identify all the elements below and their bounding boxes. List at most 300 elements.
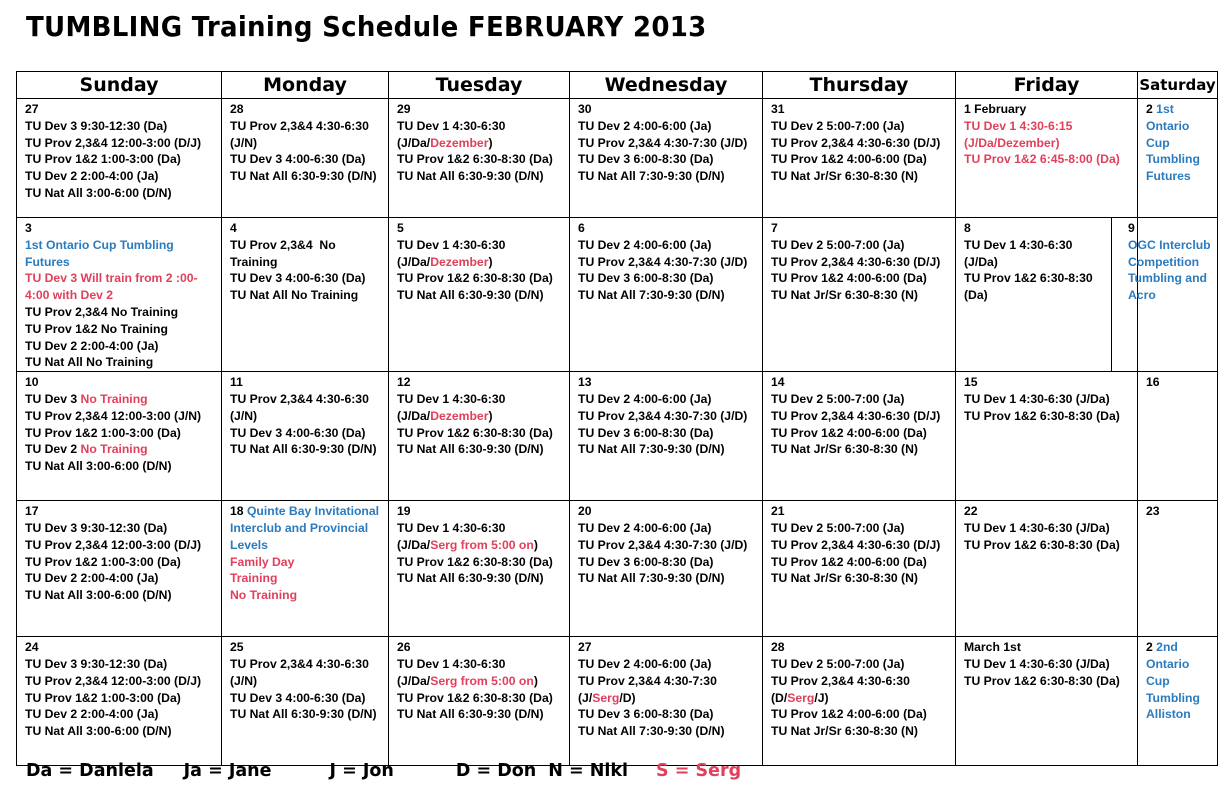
schedule-entry (25, 673, 221, 690)
day-content (570, 99, 762, 185)
entry-text: TU Nat All 6:30-9:30 (D/N) (397, 707, 544, 722)
entry-text: TU Dev 3 4:00-6:30 (Da) (230, 690, 366, 705)
entry-text: ) (488, 135, 493, 150)
day-number (1146, 639, 1217, 656)
entry-text: 13 (578, 375, 592, 390)
schedule-entry (25, 723, 221, 740)
schedule-entry (771, 168, 955, 185)
entry-text: 1 February (964, 102, 1027, 116)
entry-text: TU Prov 1&2 6:30-8:30 (Da) (397, 271, 553, 286)
week-row (17, 637, 1218, 766)
week-row (17, 372, 1218, 501)
schedule-entry (230, 656, 388, 673)
schedule-entry (25, 570, 221, 587)
entry-text: (J/Da/ (397, 673, 431, 688)
entry-text: Tumbling (1146, 152, 1200, 167)
entry-text: TU Dev 3 4:00-6:30 (Da) (230, 425, 366, 440)
schedule-entry (578, 254, 762, 271)
entry-text: Quinte Bay Invitational (246, 504, 380, 519)
day-content (222, 218, 388, 304)
schedule-entry (25, 408, 221, 425)
entry-text: TU Nat All 3:00-6:00 (D/N) (25, 588, 172, 603)
schedule-entry (230, 408, 388, 425)
day-cell-wednesday (570, 501, 763, 637)
entry-text: (J/N) (230, 408, 258, 423)
entry-text: TU Nat Jr/Sr 6:30-8:30 (N) (771, 442, 918, 457)
legend-item: J = Jon (329, 761, 394, 781)
entry-text: OGC Interclub (1128, 237, 1211, 252)
entry-text: (Da) (964, 288, 988, 303)
schedule-entry (25, 425, 221, 442)
entry-text: 27 (578, 640, 592, 655)
week-row (17, 218, 1218, 372)
schedule-entry (578, 706, 762, 723)
schedule-entry (230, 587, 388, 604)
header-tuesday: Tuesday (389, 72, 570, 99)
entry-text: TU Dev 3 4:00-6:30 (Da) (230, 152, 366, 167)
schedule-entry (578, 723, 762, 740)
schedule-entry (1146, 656, 1217, 673)
entry-text: 16 (1146, 375, 1160, 390)
day-content (222, 372, 388, 458)
day-number (25, 503, 221, 520)
schedule-entry (397, 237, 569, 254)
schedule-entry (964, 537, 1137, 554)
schedule-entry (230, 287, 388, 304)
day-number (1146, 374, 1217, 391)
schedule-entry (578, 287, 762, 304)
schedule-entry (397, 554, 569, 571)
schedule-entry (230, 151, 388, 168)
day-cell-friday (956, 372, 1138, 501)
schedule-entry (230, 237, 388, 254)
header-sunday: Sunday (17, 72, 222, 99)
schedule-entry (771, 554, 955, 571)
day-cell-monday (222, 501, 389, 637)
day-cell-saturday (1138, 637, 1218, 766)
schedule-entry (230, 118, 388, 135)
entry-text: Ontario (1146, 656, 1190, 671)
schedule-entry (1146, 168, 1217, 185)
entry-text: TU Dev 3 6:00-8:30 (Da) (578, 425, 714, 440)
day-number (1128, 220, 1217, 237)
schedule-entry (230, 537, 388, 554)
day-content (1138, 501, 1217, 520)
schedule-entry (771, 151, 955, 168)
day-content (570, 372, 762, 458)
entry-text: TU Prov 2,3&4 No (230, 237, 336, 252)
schedule-entry (1146, 673, 1217, 690)
day-number (397, 101, 569, 118)
day-cell-sunday (17, 637, 222, 766)
entry-text: TU Prov 2,3&4 12:00-3:00 (D/J) (25, 135, 202, 150)
entry-text: TU Nat All 6:30-9:30 (D/N) (397, 442, 544, 457)
schedule-entry (578, 151, 762, 168)
calendar-body (17, 99, 1218, 766)
schedule-entry (230, 270, 388, 287)
day-content (1120, 218, 1217, 304)
entry-text: TU Nat Jr/Sr 6:30-8:30 (N) (771, 724, 918, 739)
entry-text: TU Nat Jr/Sr 6:30-8:30 (N) (771, 571, 918, 586)
entry-text: 2 (1146, 102, 1157, 116)
entry-text: 19 (397, 504, 411, 519)
entry-text: TU Prov 2,3&4 4:30-6:30 (230, 391, 369, 406)
day-number (25, 101, 221, 118)
entry-text: 1st Ontario Cup Tumbling (25, 237, 174, 252)
schedule-entry (578, 391, 762, 408)
entry-text: (J/Da/Dezember) (964, 135, 1060, 150)
day-cell-tuesday (389, 501, 570, 637)
day-cell-wednesday (570, 99, 763, 218)
entry-text: Serg (787, 690, 815, 705)
schedule-entry (964, 118, 1137, 135)
day-content (389, 372, 569, 458)
day-content (17, 501, 221, 604)
cell-divider (1111, 218, 1112, 371)
schedule-entry (230, 135, 388, 152)
legend-item: N = Niki (548, 761, 629, 781)
schedule-entry (578, 690, 762, 707)
schedule-entry (578, 554, 762, 571)
schedule-entry (25, 185, 221, 202)
schedule-entry (578, 656, 762, 673)
entry-text: Futures (25, 254, 70, 269)
day-number (397, 220, 569, 237)
day-content (1138, 637, 1217, 723)
entry-text: TU Dev 2 5:00-7:00 (Ja) (771, 391, 905, 406)
day-number (578, 639, 762, 656)
day-cell-wednesday (570, 637, 763, 766)
schedule-entry (578, 520, 762, 537)
entry-text: Cup (1146, 673, 1170, 688)
day-content (956, 637, 1137, 689)
day-content (570, 637, 762, 740)
day-content (222, 99, 388, 185)
day-number (771, 374, 955, 391)
schedule-entry (771, 537, 955, 554)
day-content (1138, 99, 1217, 185)
schedule-entry (25, 338, 221, 355)
entry-text: TU Prov 2,3&4 No Training (25, 304, 179, 319)
schedule-entry (25, 391, 221, 408)
schedule-entry (771, 673, 955, 690)
day-number (964, 374, 1137, 391)
day-content (570, 218, 762, 304)
schedule-calendar (16, 71, 1218, 766)
schedule-entry (771, 391, 955, 408)
entry-text: Tumbling (1146, 690, 1200, 705)
entry-text: TU Prov 1&2 6:45-8:00 (Da) (964, 152, 1120, 167)
day-content (222, 501, 388, 604)
schedule-entry (771, 118, 955, 135)
schedule-entry (230, 441, 388, 458)
entry-text: TU Dev 2 4:00-6:00 (Ja) (578, 520, 712, 535)
schedule-entry (25, 690, 221, 707)
schedule-entry (230, 570, 388, 587)
entry-text: TU Dev 2 2:00-4:00 (Ja) (25, 338, 159, 353)
day-number (230, 503, 388, 520)
entry-text: TU Nat All 6:30-9:30 (D/N) (397, 571, 544, 586)
day-cell-tuesday (389, 372, 570, 501)
entry-text: TU Dev 2 4:00-6:00 (Ja) (578, 656, 712, 671)
day-number (578, 374, 762, 391)
entry-text: Dezember (430, 254, 489, 269)
entry-text: 28 (230, 102, 244, 116)
entry-text: TU Prov 1&2 6:30-8:30 (Da) (397, 554, 553, 569)
schedule-entry (25, 656, 221, 673)
day-number (964, 639, 1137, 656)
day-cell-sunday (17, 99, 222, 218)
schedule-entry (578, 673, 762, 690)
entry-text: TU Dev 2 4:00-6:00 (Ja) (578, 237, 712, 252)
entry-text: TU Dev 2 4:00-6:00 (Ja) (578, 118, 712, 133)
entry-text: ) (488, 254, 493, 269)
entry-text: 7 (771, 221, 778, 235)
schedule-entry (1146, 706, 1217, 723)
entry-text: TU Prov 1&2 4:00-6:00 (Da) (771, 152, 927, 167)
schedule-entry (771, 656, 955, 673)
schedule-entry (397, 656, 569, 673)
schedule-entry (771, 425, 955, 442)
day-content (570, 501, 762, 587)
entry-text: TU Nat All 6:30-9:30 (D/N) (230, 169, 377, 184)
schedule-entry (230, 254, 388, 271)
entry-text: Training (230, 571, 278, 586)
entry-text: TU Prov 2,3&4 4:30-6:30 (D/J) (771, 537, 941, 552)
schedule-entry (578, 570, 762, 587)
day-number (1146, 503, 1217, 520)
entry-text: (J/Da) (964, 254, 998, 269)
day-content (956, 501, 1137, 553)
schedule-entry (25, 458, 221, 475)
schedule-entry (771, 135, 955, 152)
schedule-entry (397, 287, 569, 304)
entry-text: TU Prov 1&2 6:30-8:30 (Da) (964, 537, 1120, 552)
day-content (17, 99, 221, 202)
schedule-entry (578, 408, 762, 425)
schedule-entry (230, 706, 388, 723)
entry-text: TU Nat All 7:30-9:30 (D/N) (578, 724, 725, 739)
entry-text: TU Dev 2 5:00-7:00 (Ja) (771, 520, 905, 535)
schedule-entry (771, 254, 955, 271)
entry-text: TU Dev 3 9:30-12:30 (Da) (25, 118, 168, 133)
day-number (25, 639, 221, 656)
entry-text: TU Dev 3 4:00-6:30 (Da) (230, 271, 366, 286)
entry-text: TU Prov 1&2 4:00-6:00 (Da) (771, 554, 927, 569)
day-content (389, 218, 569, 304)
schedule-entry (964, 656, 1137, 673)
entry-text: TU Nat Jr/Sr 6:30-8:30 (N) (771, 169, 918, 184)
day-number (25, 220, 221, 237)
entry-text: TU Dev 2 5:00-7:00 (Ja) (771, 118, 905, 133)
day-content (763, 372, 955, 458)
schedule-entry (397, 168, 569, 185)
schedule-entry (25, 520, 221, 537)
schedule-entry (230, 520, 388, 537)
entry-text: TU Dev 1 4:30-6:30 (J/Da) (964, 656, 1110, 671)
entry-text: Futures (1146, 169, 1191, 184)
entry-text: (J/Da/ (397, 135, 431, 150)
schedule-entry (964, 151, 1137, 168)
entry-text: ) (533, 673, 538, 688)
schedule-entry (771, 441, 955, 458)
schedule-entry (397, 520, 569, 537)
schedule-entry (578, 425, 762, 442)
entry-text: Acro (1128, 288, 1156, 303)
entry-text: 10 (25, 375, 39, 390)
entry-text: TU Prov 2,3&4 4:30-7:30 (J/D) (578, 537, 748, 552)
entry-text: (J/N) (230, 673, 258, 688)
entry-text: 2 (1146, 640, 1157, 655)
entry-text: 30 (578, 102, 592, 116)
schedule-entry (25, 554, 221, 571)
schedule-entry (25, 706, 221, 723)
weekday-header-row (17, 72, 1218, 99)
page-title: TUMBLING Training Schedule FEBRUARY 2013 (26, 10, 707, 43)
entry-text: TU Dev 3 9:30-12:30 (Da) (25, 656, 168, 671)
entry-text: 2nd (1156, 640, 1178, 655)
day-number (578, 220, 762, 237)
entry-text: TU Nat All 7:30-9:30 (D/N) (578, 442, 725, 457)
day-content (956, 99, 1137, 168)
schedule-entry (25, 254, 221, 271)
day-cell-thursday (763, 99, 956, 218)
day-cell-saturday (1128, 218, 1218, 372)
day-cell-saturday (1138, 99, 1218, 218)
day-number (771, 503, 955, 520)
entry-text: TU Prov 1&2 No Training (25, 321, 168, 336)
entry-text: TU Dev 3 6:00-8:30 (Da) (578, 152, 714, 167)
day-number (771, 639, 955, 656)
schedule-entry (397, 151, 569, 168)
schedule-entry (397, 690, 569, 707)
schedule-entry (230, 690, 388, 707)
entry-text: (J/N) (230, 135, 258, 150)
schedule-entry (1146, 690, 1217, 707)
day-content (389, 99, 569, 185)
schedule-entry (578, 441, 762, 458)
schedule-entry (397, 408, 569, 425)
schedule-entry (25, 237, 221, 254)
entry-text: 25 (230, 640, 244, 655)
day-cell-sunday (17, 372, 222, 501)
entry-text: TU Prov 1&2 4:00-6:00 (Da) (771, 425, 927, 440)
day-cell-monday (222, 637, 389, 766)
day-cell-monday (222, 99, 389, 218)
entry-text: TU Nat All 6:30-9:30 (D/N) (230, 442, 377, 457)
entry-text: TU Dev 3 (25, 271, 81, 286)
schedule-entry (771, 520, 955, 537)
schedule-entry (578, 168, 762, 185)
entry-text: TU Prov 2,3&4 12:00-3:00 (D/J) (25, 673, 202, 688)
header-thursday: Thursday (763, 72, 956, 99)
day-number (397, 374, 569, 391)
entry-text: Will train from 2 :00- (80, 271, 198, 286)
entry-text: 1st (1156, 102, 1174, 116)
entry-text: TU Prov 2,3&4 4:30-6:30 (230, 656, 369, 671)
entry-text: 4:00 with Dev 2 (25, 288, 114, 303)
entry-text: TU Prov 1&2 6:30-8:30 (Da) (397, 152, 553, 167)
entry-text: TU Prov 2,3&4 4:30-6:30 (D/J) (771, 408, 941, 423)
day-cell-thursday (763, 637, 956, 766)
entry-text: 28 (771, 640, 785, 655)
entry-text: TU Nat All 6:30-9:30 (D/N) (397, 169, 544, 184)
day-cell-tuesday (389, 637, 570, 766)
entry-text: TU Prov 1&2 6:30-8:30 (Da) (397, 425, 553, 440)
header-saturday: Saturday (1138, 72, 1218, 99)
legend-item: Ja = Jane (183, 761, 272, 781)
entry-text: TU Dev 1 4:30-6:30 (J/Da) (964, 520, 1110, 535)
week-row (17, 501, 1218, 637)
entry-text: TU Prov 2,3&4 12:00-3:00 (D/J) (25, 537, 202, 552)
entry-text: 20 (578, 504, 592, 519)
week-row (17, 99, 1218, 218)
legend-item: Da = Daniela (26, 761, 154, 781)
entry-text: TU Prov 2,3&4 4:30-6:30 (D/J) (771, 135, 941, 150)
schedule-entry (230, 554, 388, 571)
day-number (397, 503, 569, 520)
entry-text: 18 (230, 504, 247, 519)
entry-text: TU Prov 2,3&4 4:30-7:30 (J/D) (578, 135, 748, 150)
schedule-entry (397, 441, 569, 458)
entry-text: TU Nat All 3:00-6:00 (D/N) (25, 185, 172, 200)
entry-text: (J/Da/ (397, 254, 431, 269)
day-content (17, 637, 221, 740)
header-friday: Friday (956, 72, 1138, 99)
entry-text: TU Nat All No Training (25, 355, 154, 370)
schedule-entry (771, 706, 955, 723)
entry-text: TU Nat All No Training (230, 288, 359, 303)
entry-text: March 1st (964, 640, 1021, 655)
entry-text: TU Prov 2,3&4 4:30-6:30 (D/J) (771, 254, 941, 269)
schedule-entry (1128, 287, 1217, 304)
schedule-entry (25, 270, 221, 287)
entry-text: TU Prov 1&2 1:00-3:00 (Da) (25, 690, 181, 705)
schedule-entry (771, 408, 955, 425)
day-cell-sunday (17, 218, 222, 372)
schedule-entry (397, 118, 569, 135)
day-content (763, 501, 955, 587)
entry-text: TU Dev 3 6:00-8:30 (Da) (578, 271, 714, 286)
schedule-entry (578, 135, 762, 152)
schedule-entry (25, 151, 221, 168)
entry-text: TU Dev 1 4:30-6:30 (397, 656, 506, 671)
day-number (230, 639, 388, 656)
schedule-entry (25, 321, 221, 338)
entry-text: Levels (230, 537, 268, 552)
schedule-entry (230, 168, 388, 185)
day-number (230, 374, 388, 391)
schedule-entry (1128, 254, 1217, 271)
schedule-entry (25, 537, 221, 554)
entry-text: TU Prov 1&2 6:30-8:30 (964, 271, 1093, 286)
entry-text: Ontario (1146, 118, 1190, 133)
schedule-entry (1128, 237, 1217, 254)
entry-text: Family Day (230, 554, 295, 569)
schedule-entry (397, 135, 569, 152)
day-cell-saturday (1138, 372, 1218, 501)
schedule-entry (578, 118, 762, 135)
schedule-entry (397, 254, 569, 271)
schedule-entry (25, 168, 221, 185)
day-number (964, 101, 1137, 118)
entry-text: TU Prov 1&2 6:30-8:30 (Da) (964, 408, 1120, 423)
entry-text: TU Nat All 7:30-9:30 (D/N) (578, 169, 725, 184)
day-content (1138, 372, 1217, 391)
entry-text: TU Prov 2,3&4 4:30-7:30 (J/D) (578, 254, 748, 269)
schedule-entry (578, 537, 762, 554)
entry-text: TU Nat All 6:30-9:30 (D/N) (397, 288, 544, 303)
